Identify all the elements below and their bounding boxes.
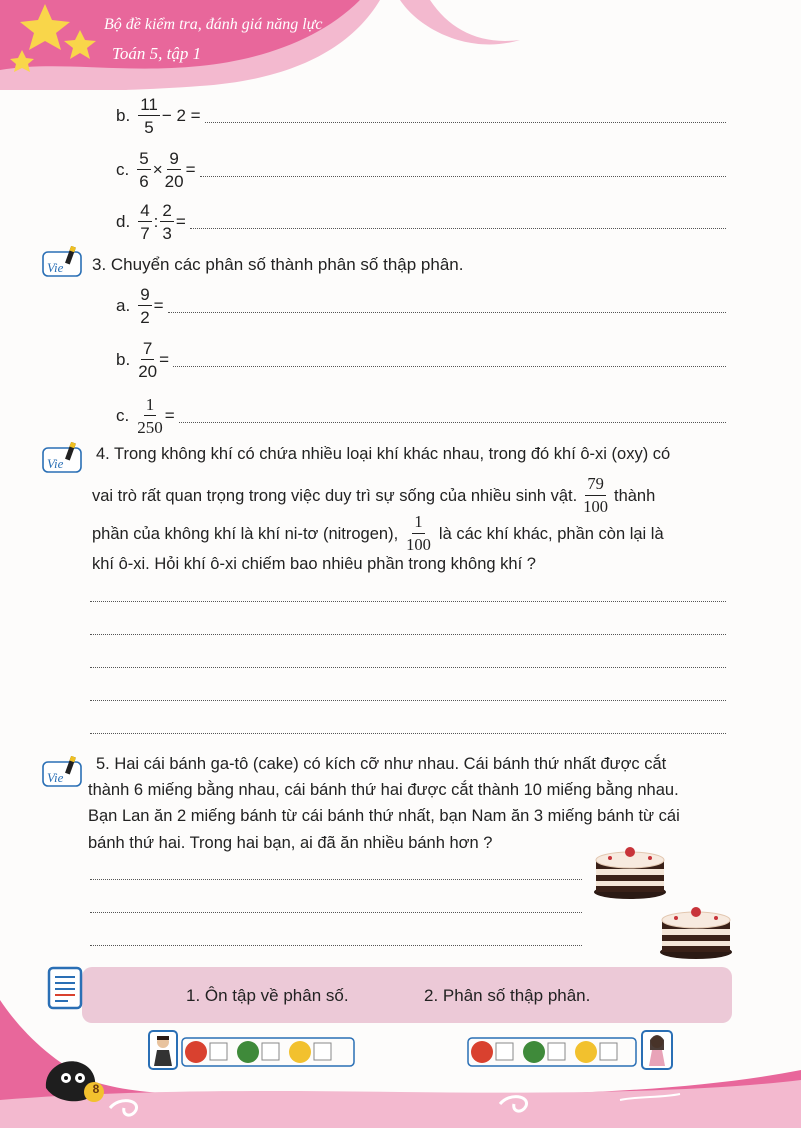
answer-line[interactable]: [90, 911, 582, 913]
q2-part-c: [116, 150, 726, 190]
header-title: Bộ đề kiểm tra, đánh giá năng lực: [104, 16, 323, 33]
q2c-fraction-2: $\frac{9}{20}$: [164, 149, 184, 191]
self-assessment-boy: [148, 1030, 356, 1072]
summary-item-2: 2. Phân số thập phân.: [424, 986, 591, 1005]
q3-part-a: [116, 286, 726, 326]
q2d-operator: :: [153, 212, 159, 231]
answer-line[interactable]: [90, 699, 726, 701]
q2b-expression: − 2 =: [161, 106, 201, 125]
q3c-fraction: $\frac{1}{250}$: [137, 395, 163, 437]
answer-line[interactable]: [173, 354, 726, 367]
question-4-line-2: vai trò rất quan trọng trong việc duy trì sự sống của nhiều sinh vật. $\frac{79}{100}$ thành: [92, 474, 656, 516]
svg-text:Vie: Vie: [47, 770, 64, 785]
question-4-line-3: phần của không khí là khí ni-tơ (nitrogen), $\frac{1}{100}$ là các khí khác, phần còn lại là: [92, 512, 664, 554]
answer-line[interactable]: [90, 600, 726, 602]
answer-line[interactable]: [200, 164, 727, 177]
mascot-icon: [38, 1048, 108, 1108]
q3-part-b: [116, 340, 726, 380]
header-subtitle: Toán 5, tập 1: [112, 44, 202, 63]
q2c-equals: =: [185, 160, 196, 179]
q2d-label: d.: [116, 212, 131, 231]
answer-line[interactable]: [190, 216, 726, 229]
self-assessment-girl: [466, 1030, 676, 1072]
q3b-equals: =: [159, 350, 170, 369]
answer-line[interactable]: [90, 633, 726, 635]
answer-line[interactable]: [90, 732, 726, 734]
answer-line[interactable]: [205, 110, 726, 123]
q3a-equals: =: [153, 296, 164, 315]
q4-fraction-other-gases: $\frac{1}{100}$: [406, 512, 431, 554]
page-number: 8: [92, 1082, 100, 1096]
summary-item-1: 1. Ôn tập về phân số.: [186, 986, 349, 1005]
q2-part-b: [116, 96, 726, 136]
question-5-line-3: Bạn Lan ăn 2 miếng bánh từ cái bánh thứ nhất, bạn Nam ăn 3 miếng bánh từ cái: [88, 807, 680, 825]
q4-fraction-nitrogen: $\frac{79}{100}$: [583, 474, 608, 516]
q2b-fraction: $\frac{11}{5}$: [140, 95, 158, 137]
q2d-fraction-1: $\frac{4}{7}$: [140, 201, 150, 243]
q3b-label: b.: [116, 350, 131, 369]
q3a-label: a.: [116, 296, 131, 315]
answer-line[interactable]: [179, 410, 726, 423]
q3a-fraction: $\frac{9}{2}$: [140, 285, 150, 327]
q3c-equals: =: [164, 406, 175, 425]
pencil-vie-icon: [42, 246, 82, 278]
answer-line[interactable]: [90, 878, 582, 880]
question-5-line-1: 5. Hai cái bánh ga-tô (cake) có kích cỡ như nhau. Cái bánh thứ nhất được cắt: [96, 755, 667, 773]
cake-icon: [658, 902, 734, 960]
svg-text:Vie: Vie: [47, 456, 64, 471]
svg-text:Vie: Vie: [47, 260, 64, 275]
answer-line[interactable]: [168, 300, 726, 313]
q2c-operator: ×: [152, 160, 163, 179]
q3c-label: c.: [116, 406, 130, 425]
answer-line[interactable]: [90, 666, 726, 668]
q2c-label: c.: [116, 160, 130, 179]
pencil-vie-icon: [42, 442, 82, 474]
q2-part-d: [116, 202, 726, 242]
question-3-title: 3. Chuyển các phân số thành phân số thập phân.: [92, 255, 464, 274]
q2d-fraction-2: $\frac{2}{3}$: [162, 201, 172, 243]
q2c-fraction-1: $\frac{5}{6}$: [139, 149, 149, 191]
footer-banner: [0, 1000, 801, 1128]
question-5-line-4: bánh thứ hai. Trong hai bạn, ai đã ăn nhiều bánh hơn ?: [88, 834, 493, 852]
q2d-equals: =: [175, 212, 186, 231]
q2b-label: b.: [116, 106, 131, 125]
cake-icon: [592, 842, 668, 900]
answer-line[interactable]: [90, 944, 582, 946]
question-5-line-2: thành 6 miếng bằng nhau, cái bánh thứ hai được cắt thành 10 miếng bằng nhau.: [88, 781, 679, 799]
q3-part-c: [116, 396, 726, 436]
q3b-fraction: $\frac{7}{20}$: [138, 339, 158, 381]
question-4-line-1: 4. Trong không khí có chứa nhiều loại khí khác nhau, trong đó khí ô-xi (oxy) có: [96, 445, 671, 463]
question-4-line-4: khí ô-xi. Hỏi khí ô-xi chiếm bao nhiêu phần trong không khí ?: [92, 555, 536, 573]
pencil-vie-icon: [42, 756, 82, 788]
